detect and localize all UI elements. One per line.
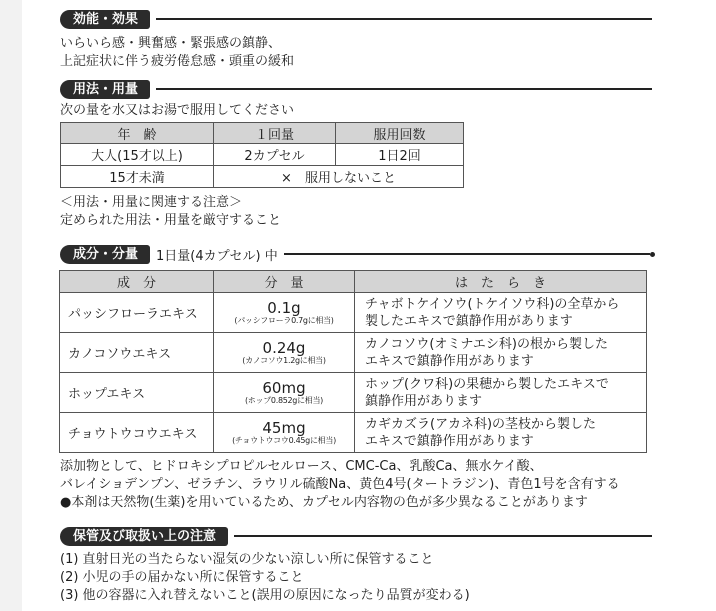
action-line: カノコソウ(オミナエシ科)の根から製した [365, 336, 608, 352]
ingredient-action [355, 413, 647, 453]
efficacy-section-header [60, 9, 652, 29]
section-rule [234, 535, 652, 537]
ingredient-name: カノコソウエキス [60, 333, 214, 373]
section-rule [156, 88, 652, 90]
efficacy-line: 上記症状に伴う疲労倦怠感・頭重の緩和 [60, 54, 295, 69]
section-rule [156, 18, 652, 20]
times-cell: 1日2回 [336, 144, 464, 166]
rule-end-dot [650, 252, 655, 257]
action-line: エキスで鎮静作用があります [365, 433, 534, 449]
quantity-equivalent: (パッシフローラ0.7gに相当) [234, 315, 334, 325]
quantity-equivalent: (カノコソウ1.2gに相当) [242, 355, 326, 365]
dosage-heading: 用法・用量 [60, 80, 150, 99]
dosage-caution-text: 定められた用法・用量を厳守すること [60, 213, 282, 228]
action-line: チャボトケイソウ(トケイソウ科)の全草から [365, 296, 620, 312]
storage-item: (1) 直射日光の当たらない湿気の少ない涼しい所に保管すること [60, 552, 434, 567]
quantity-equivalent: (チョウトウコウ0.45gに相当) [232, 435, 336, 445]
additives-line: 添加物として、ヒドロキシプロピルセルロース、CMC-Ca、乳酸Ca、無水ケイ酸、 [60, 459, 543, 474]
action-line: エキスで鎮静作用があります [365, 353, 534, 369]
ingredient-action [355, 373, 647, 413]
table-header-row [61, 123, 464, 144]
quantity-value: 0.1g [267, 298, 301, 317]
table-header-row [60, 271, 647, 293]
daily-dose-label: 1日量(4カプセル) 中 [156, 248, 278, 264]
ingredient-quantity [214, 293, 355, 333]
col-quantity: 分 量 [214, 271, 355, 293]
efficacy-line: いらいら感・興奮感・緊張感の鎮静、 [60, 36, 282, 51]
natural-product-note: ●本剤は天然物(生薬)を用いているため、カプセル内容物の色が多少異なることがあります [60, 495, 588, 510]
quantity-equivalent: (ホップ0.852gに相当) [244, 395, 324, 405]
ingredients-heading: 成分・分量 [60, 245, 150, 264]
ingredient-quantity [214, 373, 355, 413]
ingredients-table [59, 270, 647, 453]
dosage-section-header [60, 79, 652, 99]
col-action: は た ら き [355, 271, 647, 293]
col-age: 年 齢 [61, 123, 214, 144]
storage-heading: 保管及び取扱い上の注意 [60, 527, 228, 546]
ingredient-name: チョウトウコウエキス [60, 413, 214, 453]
quantity-value: 0.24g [262, 338, 306, 357]
ingredient-action [355, 333, 647, 373]
age-cell: 大人(15才以上) [61, 144, 214, 166]
action-line: 鎮静作用があります [365, 393, 483, 409]
efficacy-heading: 効能・効果 [60, 10, 150, 29]
col-times: 服用回数 [336, 123, 464, 144]
amount-cell: 2カプセル [214, 144, 336, 166]
quantity-value: 60mg [262, 378, 306, 397]
storage-item: (2) 小児の手の届かない所に保管すること [60, 570, 304, 585]
col-amount: １回量 [214, 123, 336, 144]
storage-item: (3) 他の容器に入れ替えないこと(誤用の原因になったり品質が変わる) [60, 588, 470, 603]
ingredient-name: パッシフローラエキス [60, 293, 214, 333]
storage-section-header [60, 526, 652, 546]
dosage-table [60, 122, 464, 188]
ingredient-action [355, 293, 647, 333]
table-row [60, 373, 647, 413]
quantity-value: 45mg [262, 418, 306, 437]
table-row [60, 413, 647, 453]
page-margin [0, 0, 22, 611]
col-ingredient: 成 分 [60, 271, 214, 293]
action-line: カギカズラ(アカネ科)の茎枝から製した [365, 416, 597, 432]
table-row [60, 333, 647, 373]
additives-line: バレイショデンプン、ゼラチン、ラウリル硫酸Na、黄色4号(タートラジン)、青色1号を含有する [60, 477, 620, 492]
action-line: 製したエキスで鎮静作用があります [365, 313, 573, 329]
prohibition-cell: × 服用しないこと [214, 166, 464, 188]
dosage-intro: 次の量を水又はお湯で服用してください [60, 103, 295, 118]
dosage-caution-title: ＜用法・用量に関連する注意＞ [60, 195, 243, 210]
table-row [61, 144, 464, 166]
action-line: ホップ(クワ科)の果穂から製したエキスで [365, 376, 609, 392]
age-cell: 15才未満 [61, 166, 214, 188]
section-rule [284, 253, 650, 255]
ingredient-name: ホップエキス [60, 373, 214, 413]
table-row [60, 293, 647, 333]
ingredient-quantity [214, 413, 355, 453]
ingredients-section-header [60, 244, 655, 264]
ingredient-quantity [214, 333, 355, 373]
table-row [61, 166, 464, 188]
